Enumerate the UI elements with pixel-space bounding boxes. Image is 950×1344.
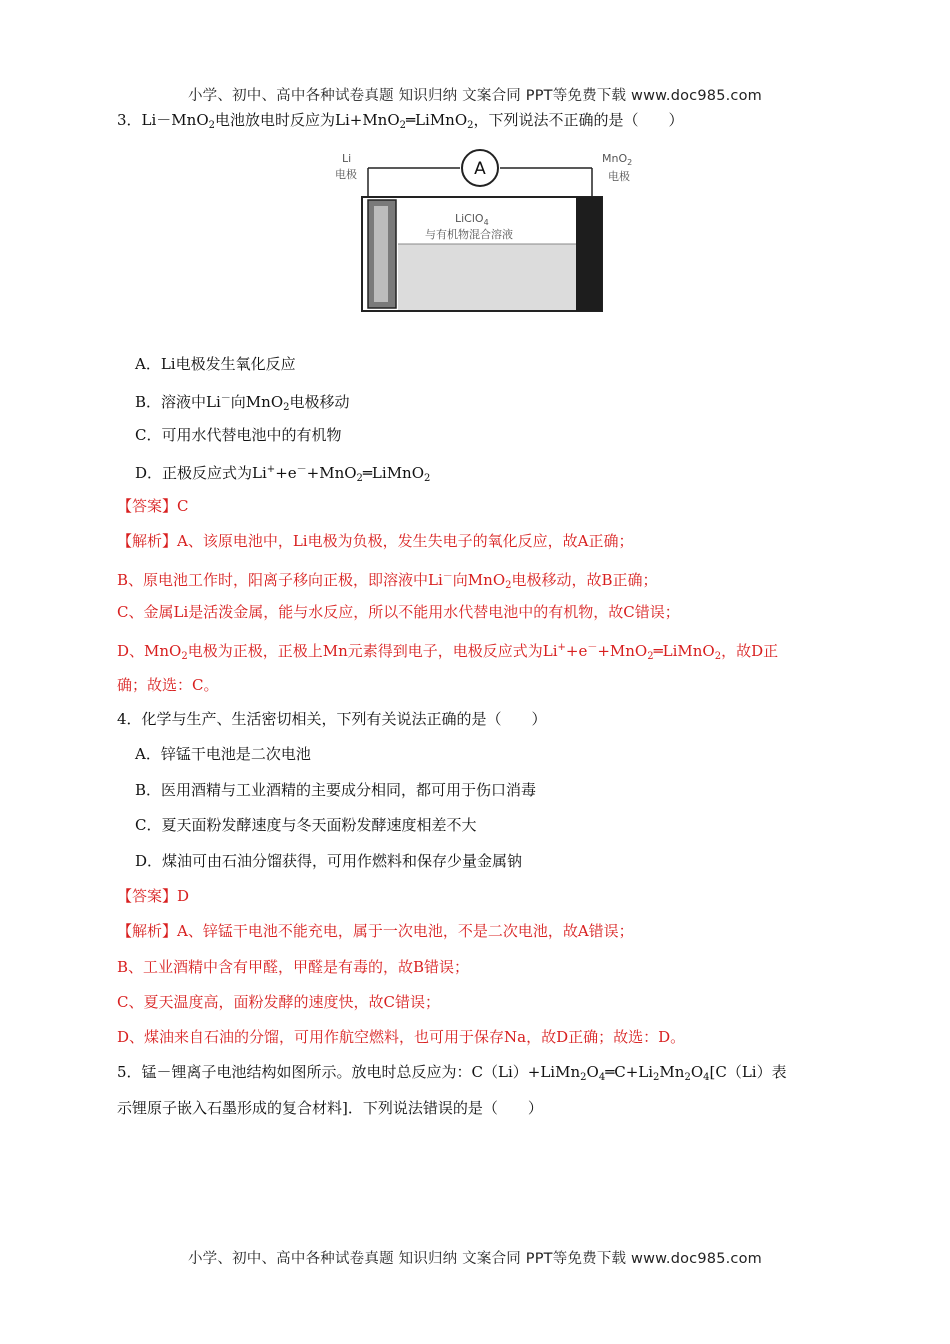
mno2-electrode-label: 电极: [608, 170, 630, 183]
q4-explanation-a: 【解析】A、锌锰干电池不能充电，属于一次电池，不是二次电池，故A错误；: [117, 922, 634, 940]
q3-explanation-c: C、金属Li是活泼金属，能与水反应，所以不能用水代替电池中的有机物，故C错误；: [117, 603, 680, 621]
q4-option-b: B．医用酒精与工业酒精的主要成分相同，都可用于伤口消毒: [135, 781, 537, 799]
q3-explanation-a: 【解析】A、该原电池中，Li电极为负极，发生失电子的氧化反应，故A正确；: [117, 532, 634, 550]
q3-option-a: A．Li电极发生氧化反应: [135, 355, 296, 373]
q3-option-d: D．正极反应式为Li++e－+MnO$_2$═LiMnO$_2$: [135, 464, 431, 484]
battery-diagram: [330, 142, 640, 314]
q3-stem: 3．Li－MnO$_2$电池放电时反应为Li+MnO$_2$═LiMnO$_2$，下列说法不正确的是（ ）: [117, 111, 684, 131]
q5-stem: 5．锰－锂离子电池结构如图所示。放电时总反应为：$C(Li)+LiMn_2O_4═C+Li_2Mn_2O_4[C(Li)$表: [117, 1063, 787, 1083]
q4-option-c: C．夏天面粉发酵速度与冬天面粉发酵速度相差不大: [135, 816, 477, 834]
q3-explanation-b: B、原电池工作时，阳离子移向正极，即溶液中Li－向MnO$_2$电极移动，故B正确；: [117, 571, 658, 591]
mno2-label: MnO$_2$: [602, 152, 633, 167]
li-electrode-label: 电极: [335, 168, 357, 181]
q4-stem: 4．化学与生产、生活密切相关，下列有关说法正确的是（ ）: [117, 710, 547, 728]
page-header: 小学、初中、高中各种试卷真题 知识归纳 文案合同 PPT等免费下载 www.doc985.com: [187, 88, 763, 104]
q4-explanation-c: C、夏天温度高，面粉发酵的速度快，故C错误；: [117, 993, 440, 1011]
li-label: Li: [342, 152, 352, 165]
q3-option-b: B．溶液中Li－向MnO$_2$电极移动: [135, 393, 350, 413]
q4-option-d: D．煤油可由石油分馏获得，可用作燃料和保存少量金属钠: [135, 852, 523, 870]
q3-explanation-d-cont: 确；故选：C。: [117, 676, 219, 694]
q3-option-c: C．可用水代替电池中的有机物: [135, 426, 342, 444]
ammeter-icon: [462, 150, 498, 186]
page-footer: 小学、初中、高中各种试卷真题 知识归纳 文案合同 PPT等免费下载 www.doc985.com: [187, 1251, 763, 1267]
q4-answer: 【答案】D: [117, 887, 190, 905]
q4-explanation-d: D、煤油来自石油的分馏，可用作航空燃料，也可用于保存Na，故D正确；故选：D。: [117, 1028, 686, 1046]
q3-explanation-d: D、MnO$_2$电极为正极，正极上Mn元素得到电子，电极反应式为Li++e－+MnO$_2$═LiMnO$_2$，故D正: [117, 642, 779, 662]
q4-explanation-b: B、工业酒精中含有甲醛，甲醛是有毒的，故B错误；: [117, 958, 470, 976]
svg-text:A: A: [474, 159, 486, 179]
electrolyte-label: LiClO$_4$: [455, 212, 489, 227]
q3-answer: 【答案】C: [117, 497, 189, 515]
electrolyte-desc: 与有机物混合溶液: [425, 228, 513, 241]
q5-stem-cont: 示锂原子嵌入石墨形成的复合材料]．下列说法错误的是（ ）: [117, 1099, 543, 1117]
q4-option-a: A．锌锰干电池是二次电池: [135, 745, 311, 763]
